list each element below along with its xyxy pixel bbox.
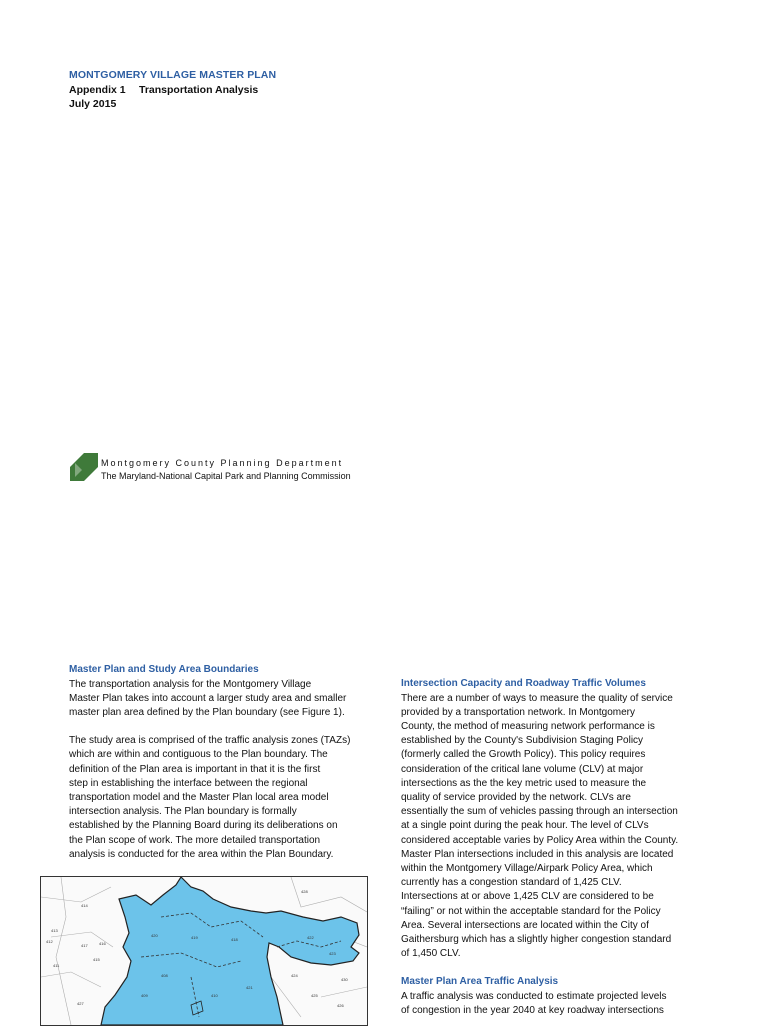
map-zone-label: 413 xyxy=(51,928,58,933)
right-column xyxy=(401,677,701,1018)
map-zone-label: 411 xyxy=(53,963,60,968)
map-zone-label: 427 xyxy=(77,1001,84,1006)
commission-name: The Maryland-National Capital Park and Planning Commission xyxy=(101,471,351,481)
left-column xyxy=(69,663,369,862)
section-heading-intersection-capacity: Intersection Capacity and Roadway Traffic Volumes xyxy=(401,678,646,689)
map-zone-label: 426 xyxy=(337,1003,344,1008)
map-zone-label: 408 xyxy=(161,973,168,978)
department-name: Montgomery County Planning Department xyxy=(101,458,344,468)
appendix-subject: Transportation Analysis xyxy=(139,84,259,96)
map-zone-label: 414 xyxy=(81,903,88,908)
map-zone-label: 420 xyxy=(151,933,158,938)
map-zone-label: 419 xyxy=(191,935,198,940)
intersection-capacity-paragraph: There are a number of ways to measure the quality of service provided by a transportation network. In Montgomery County, the method of measuring network performance is established by the County's Subdivision Staging Policy (formerly called the Growth Policy). This policy requires consideration of the critical lane volume (CLV) at major intersections as the the key metric used to measure the quality of service provided by the network. CLVs are essentially the sum of vehicles passing through an intersection at a single point during the peak hour. The level of CLVs considered acceptable varies by Policy Area within the County. Master Plan intersections included in this analysis are located within the Montgomery Village/Airpark Policy Area, which currently has a congestion standard of 1,425 CLV. Intersections at or above 1,425 CLV are considered to be “failing” or not within the acceptable standard for the Policy Area. Several intersections are located within the City of Gaithersburg which has a slightly higher congestion standard of 1,450 CLV. xyxy=(401,692,679,960)
section-heading-traffic-analysis: Master Plan Area Traffic Analysis xyxy=(401,976,559,988)
map-zone-label: 422 xyxy=(307,935,314,940)
planning-department-logo xyxy=(70,453,410,483)
section-heading-boundaries: Master Plan and Study Area Boundaries xyxy=(69,664,259,675)
study-area-map-image xyxy=(41,877,367,1025)
map-zone-label: 428 xyxy=(301,889,308,894)
map-zone-label: 416 xyxy=(99,941,106,946)
map-zone-label: 425 xyxy=(311,993,318,998)
boundaries-paragraph-1: The transportation analysis for the Montgomery Village Master Plan takes into account a larger study area and smaller master plan area defined by the Plan boundary (see Figure 1). xyxy=(69,678,347,718)
map-zone-label: 417 xyxy=(81,943,88,948)
appendix-number: Appendix 1 xyxy=(69,84,126,96)
map-zone-label: 421 xyxy=(246,985,253,990)
appendix-line xyxy=(69,83,276,97)
map-zone-label: 423 xyxy=(329,951,336,956)
map-zone-label: 418 xyxy=(231,937,238,942)
map-zone-label: 410 xyxy=(211,993,218,998)
document-header xyxy=(69,68,276,111)
traffic-analysis-paragraph: A traffic analysis was conducted to estimate projected levels of congestion in the year 2040 at key roadway intersections xyxy=(401,990,667,1017)
document-title: MONTGOMERY VILLAGE MASTER PLAN xyxy=(69,69,277,81)
map-zone-label: 424 xyxy=(291,973,298,978)
document-date: July 2015 xyxy=(69,98,117,110)
map-zone-label: 409 xyxy=(141,993,148,998)
planning-department-logo-icon xyxy=(70,453,98,481)
boundaries-paragraph-2: The study area is comprised of the traffic analysis zones (TAZs) which are within and contiguous to the Plan boundary. The definition of the Plan area is important in that it is the first step in establishing the interface between the regional transportation model and the Master Plan local area model intersection analysis. The Plan boundary is formally established by the Planning Board during its deliberations on the Plan scope of work. The more detailed transportation analysis is conducted for the area within the Plan Boundary. xyxy=(69,735,351,860)
map-zone-label: 412 xyxy=(46,939,53,944)
study-area-map xyxy=(40,876,368,1026)
map-zone-label: 415 xyxy=(93,957,100,962)
map-zone-label: 430 xyxy=(341,977,348,982)
